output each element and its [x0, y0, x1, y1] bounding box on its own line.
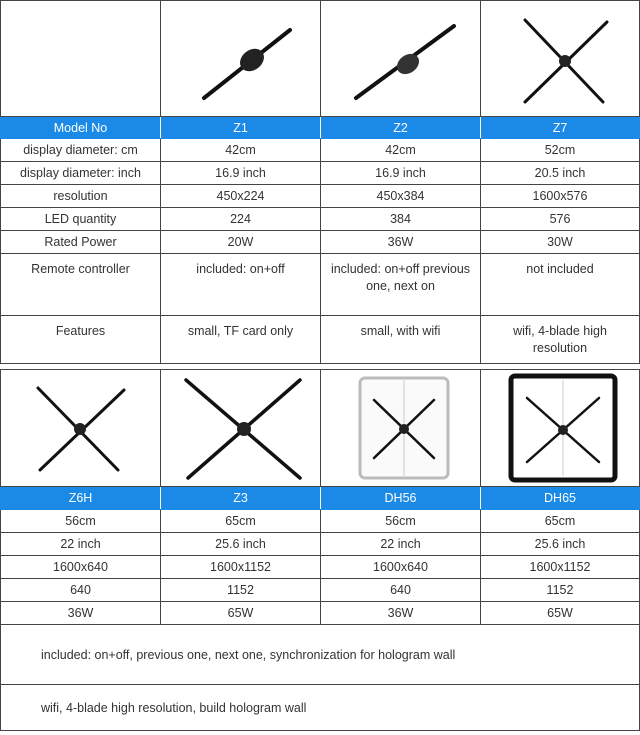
table-cell: 20.5 inch [481, 162, 640, 185]
four-blade-fan-icon [166, 372, 316, 484]
table-row [1, 231, 640, 254]
table-row [1, 556, 640, 579]
product-image-dh56 [321, 370, 481, 487]
header-cell: Model No [1, 117, 161, 139]
table-row [1, 510, 640, 533]
table-cell: 1152 [161, 579, 321, 602]
table-cell: 65W [161, 602, 321, 625]
table-cell: included: on+off previous one, next on [321, 254, 481, 316]
header-cell: Z2 [321, 117, 481, 139]
table-cell: 30W [481, 231, 640, 254]
table-row [1, 602, 640, 625]
image-row [1, 1, 640, 117]
table-cell: 65cm [481, 510, 640, 533]
table-row [1, 185, 640, 208]
header-cell: DH65 [481, 487, 640, 510]
table-cell: 640 [1, 579, 161, 602]
table-cell: 65cm [161, 510, 321, 533]
two-blade-fan-icon [326, 4, 476, 114]
table-cell: 224 [161, 208, 321, 231]
table-cell: 65W [481, 602, 640, 625]
comparison-table-top [0, 0, 640, 364]
four-blade-fan-icon [485, 4, 635, 114]
row-label: Rated Power [1, 231, 161, 254]
table-cell: not included [481, 254, 640, 316]
remote-note: included: on+off, previous one, next one, synchronization for hologram wall [1, 625, 640, 685]
table-cell: 1600x1152 [481, 556, 640, 579]
table-cell: 640 [321, 579, 481, 602]
table-cell: 1152 [481, 579, 640, 602]
table-row-remote [1, 254, 640, 316]
framed-fan-icon [485, 372, 635, 484]
table-cell: 42cm [321, 139, 481, 162]
image-row [1, 370, 640, 487]
table-cell: 56cm [1, 510, 161, 533]
table-cell: 36W [1, 602, 161, 625]
model-header-row [1, 487, 640, 510]
table-cell: 1600x640 [1, 556, 161, 579]
table-cell: 36W [321, 231, 481, 254]
table-cell: 16.9 inch [161, 162, 321, 185]
row-label: display diameter: cm [1, 139, 161, 162]
framed-fan-icon [326, 372, 476, 484]
row-label: Remote controller [1, 254, 161, 316]
table-cell: 1600x640 [321, 556, 481, 579]
four-blade-fan-icon [6, 372, 156, 484]
product-image-z2 [321, 1, 481, 117]
model-header-row [1, 117, 640, 139]
table-cell: 1600x576 [481, 185, 640, 208]
header-cell: DH56 [321, 487, 481, 510]
table-cell: 384 [321, 208, 481, 231]
product-image-z3 [161, 370, 321, 487]
table-cell: included: on+off [161, 254, 321, 316]
table-cell: small, TF card only [161, 316, 321, 364]
two-blade-fan-icon [166, 4, 316, 114]
header-cell: Z3 [161, 487, 321, 510]
table-row [1, 139, 640, 162]
row-label: LED quantity [1, 208, 161, 231]
table-row-remote-note [1, 625, 640, 685]
table-cell: 1600x1152 [161, 556, 321, 579]
product-image-z7 [481, 1, 640, 117]
table-row [1, 208, 640, 231]
row-label: display diameter: inch [1, 162, 161, 185]
table-cell: 20W [161, 231, 321, 254]
table-cell: 56cm [321, 510, 481, 533]
header-cell: Z6H [1, 487, 161, 510]
header-cell: Z7 [481, 117, 640, 139]
comparison-table-bottom [0, 369, 640, 731]
table-cell: 450x224 [161, 185, 321, 208]
table-cell: 52cm [481, 139, 640, 162]
table-row [1, 579, 640, 602]
table-cell: wifi, 4-blade high resolution [481, 316, 640, 364]
table-cell: small, with wifi [321, 316, 481, 364]
table-cell: 42cm [161, 139, 321, 162]
product-image-z1 [161, 1, 321, 117]
table-row [1, 162, 640, 185]
table-row-features-note [1, 685, 640, 731]
table-cell: 576 [481, 208, 640, 231]
product-image-z6h [1, 370, 161, 487]
row-label: resolution [1, 185, 161, 208]
table-cell: 36W [321, 602, 481, 625]
table-cell: 450x384 [321, 185, 481, 208]
empty-corner-cell [1, 1, 161, 117]
features-note: wifi, 4-blade high resolution, build hologram wall [1, 685, 640, 731]
table-cell: 22 inch [1, 533, 161, 556]
header-cell: Z1 [161, 117, 321, 139]
table-cell: 25.6 inch [481, 533, 640, 556]
table-row [1, 533, 640, 556]
row-label: Features [1, 316, 161, 364]
table-cell: 16.9 inch [321, 162, 481, 185]
product-image-dh65 [481, 370, 640, 487]
table-cell: 22 inch [321, 533, 481, 556]
table-cell: 25.6 inch [161, 533, 321, 556]
table-row-features [1, 316, 640, 364]
